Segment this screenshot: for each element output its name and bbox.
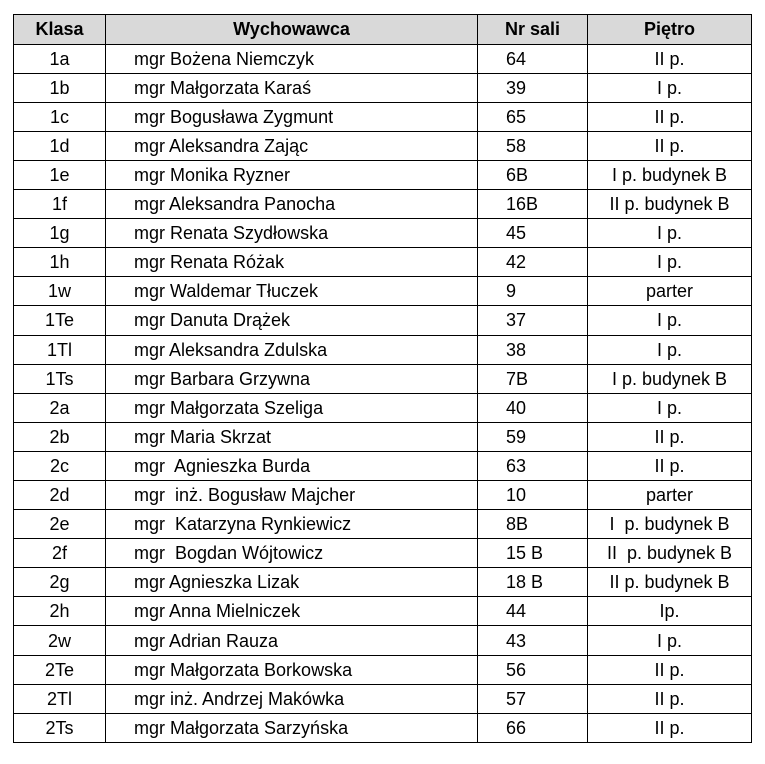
table-row <box>14 190 752 219</box>
cell-nr-sali: 58 <box>478 131 588 160</box>
cell-klasa: 1w <box>14 277 106 306</box>
header-nr-sali: Nr sali <box>478 15 588 45</box>
cell-nr-sali: 40 <box>478 393 588 422</box>
table-row <box>14 219 752 248</box>
cell-klasa: 2a <box>14 393 106 422</box>
cell-nr-sali: 63 <box>478 451 588 480</box>
cell-klasa: 1a <box>14 44 106 73</box>
table-row <box>14 626 752 655</box>
cell-pietro: I p. budynek B <box>588 364 752 393</box>
cell-nr-sali: 44 <box>478 597 588 626</box>
cell-klasa: 1Tl <box>14 335 106 364</box>
cell-klasa: 1c <box>14 102 106 131</box>
cell-wychowawca: mgr Bogusława Zygmunt <box>106 102 478 131</box>
cell-wychowawca: mgr inż. Bogusław Majcher <box>106 481 478 510</box>
cell-klasa: 2c <box>14 451 106 480</box>
cell-wychowawca: mgr Agnieszka Burda <box>106 451 478 480</box>
cell-pietro: I p. <box>588 335 752 364</box>
cell-pietro: II p. <box>588 102 752 131</box>
table-row <box>14 568 752 597</box>
cell-nr-sali: 64 <box>478 44 588 73</box>
cell-wychowawca: mgr Barbara Grzywna <box>106 364 478 393</box>
table-row <box>14 364 752 393</box>
cell-wychowawca: mgr Anna Mielniczek <box>106 597 478 626</box>
table-row <box>14 684 752 713</box>
cell-klasa: 2h <box>14 597 106 626</box>
table-body <box>14 44 752 742</box>
cell-klasa: 1f <box>14 190 106 219</box>
cell-nr-sali: 43 <box>478 626 588 655</box>
cell-pietro: II p. <box>588 451 752 480</box>
cell-pietro: II p. <box>588 44 752 73</box>
cell-nr-sali: 66 <box>478 713 588 742</box>
cell-klasa: 2w <box>14 626 106 655</box>
class-table-container <box>13 14 752 743</box>
table-row <box>14 44 752 73</box>
cell-nr-sali: 59 <box>478 422 588 451</box>
cell-nr-sali: 42 <box>478 248 588 277</box>
cell-pietro: parter <box>588 277 752 306</box>
cell-klasa: 1g <box>14 219 106 248</box>
cell-wychowawca: mgr Waldemar Tłuczek <box>106 277 478 306</box>
cell-pietro: I p. <box>588 393 752 422</box>
cell-wychowawca: mgr Renata Szydłowska <box>106 219 478 248</box>
cell-pietro: I p. <box>588 219 752 248</box>
table-row <box>14 451 752 480</box>
header-klasa: Klasa <box>14 15 106 45</box>
table-row <box>14 597 752 626</box>
cell-wychowawca: mgr Katarzyna Rynkiewicz <box>106 510 478 539</box>
table-row <box>14 335 752 364</box>
cell-wychowawca: mgr Bogdan Wójtowicz <box>106 539 478 568</box>
cell-pietro: I p. <box>588 248 752 277</box>
cell-klasa: 2b <box>14 422 106 451</box>
cell-wychowawca: mgr Aleksandra Zdulska <box>106 335 478 364</box>
cell-pietro: I p. budynek B <box>588 160 752 189</box>
table-row <box>14 510 752 539</box>
header-pietro: Piętro <box>588 15 752 45</box>
cell-pietro: I p. <box>588 73 752 102</box>
cell-pietro: II p. budynek B <box>588 539 752 568</box>
table-row <box>14 655 752 684</box>
table-row <box>14 539 752 568</box>
table-row <box>14 422 752 451</box>
cell-wychowawca: mgr inż. Andrzej Makówka <box>106 684 478 713</box>
cell-pietro: Ip. <box>588 597 752 626</box>
cell-klasa: 1e <box>14 160 106 189</box>
cell-wychowawca: mgr Agnieszka Lizak <box>106 568 478 597</box>
cell-wychowawca: mgr Danuta Drążek <box>106 306 478 335</box>
cell-klasa: 2d <box>14 481 106 510</box>
cell-wychowawca: mgr Małgorzata Borkowska <box>106 655 478 684</box>
cell-wychowawca: mgr Monika Ryzner <box>106 160 478 189</box>
cell-wychowawca: mgr Małgorzata Karaś <box>106 73 478 102</box>
cell-wychowawca: mgr Aleksandra Zając <box>106 131 478 160</box>
cell-nr-sali: 6B <box>478 160 588 189</box>
cell-wychowawca: mgr Renata Różak <box>106 248 478 277</box>
cell-klasa: 2Te <box>14 655 106 684</box>
cell-pietro: II p. <box>588 713 752 742</box>
cell-pietro: parter <box>588 481 752 510</box>
cell-wychowawca: mgr Małgorzata Sarzyńska <box>106 713 478 742</box>
table-row <box>14 160 752 189</box>
cell-nr-sali: 45 <box>478 219 588 248</box>
cell-klasa: 1Te <box>14 306 106 335</box>
cell-klasa: 1b <box>14 73 106 102</box>
cell-klasa: 2e <box>14 510 106 539</box>
cell-pietro: II p. <box>588 422 752 451</box>
cell-nr-sali: 18 B <box>478 568 588 597</box>
cell-wychowawca: mgr Aleksandra Panocha <box>106 190 478 219</box>
cell-klasa: 2Tl <box>14 684 106 713</box>
header-wychowawca: Wychowawca <box>106 15 478 45</box>
cell-nr-sali: 39 <box>478 73 588 102</box>
cell-nr-sali: 56 <box>478 655 588 684</box>
cell-pietro: I p. <box>588 626 752 655</box>
cell-nr-sali: 57 <box>478 684 588 713</box>
cell-nr-sali: 8B <box>478 510 588 539</box>
cell-wychowawca: mgr Adrian Rauza <box>106 626 478 655</box>
cell-pietro: I p. <box>588 306 752 335</box>
cell-klasa: 1h <box>14 248 106 277</box>
class-teachers-table <box>13 14 752 743</box>
cell-pietro: I p. budynek B <box>588 510 752 539</box>
table-row <box>14 393 752 422</box>
table-row <box>14 713 752 742</box>
cell-nr-sali: 9 <box>478 277 588 306</box>
cell-nr-sali: 16B <box>478 190 588 219</box>
cell-klasa: 2Ts <box>14 713 106 742</box>
table-row <box>14 306 752 335</box>
cell-nr-sali: 38 <box>478 335 588 364</box>
cell-nr-sali: 65 <box>478 102 588 131</box>
cell-klasa: 2g <box>14 568 106 597</box>
table-row <box>14 102 752 131</box>
cell-pietro: II p. <box>588 655 752 684</box>
cell-pietro: II p. <box>588 131 752 160</box>
cell-nr-sali: 7B <box>478 364 588 393</box>
cell-nr-sali: 15 B <box>478 539 588 568</box>
cell-pietro: II p. <box>588 684 752 713</box>
cell-nr-sali: 10 <box>478 481 588 510</box>
cell-klasa: 2f <box>14 539 106 568</box>
cell-wychowawca: mgr Bożena Niemczyk <box>106 44 478 73</box>
table-row <box>14 131 752 160</box>
table-row <box>14 248 752 277</box>
table-row <box>14 481 752 510</box>
cell-wychowawca: mgr Maria Skrzat <box>106 422 478 451</box>
table-row <box>14 73 752 102</box>
table-row <box>14 277 752 306</box>
cell-nr-sali: 37 <box>478 306 588 335</box>
table-header-row <box>14 15 752 45</box>
cell-pietro: II p. budynek B <box>588 568 752 597</box>
cell-pietro: II p. budynek B <box>588 190 752 219</box>
cell-klasa: 1Ts <box>14 364 106 393</box>
cell-wychowawca: mgr Małgorzata Szeliga <box>106 393 478 422</box>
cell-klasa: 1d <box>14 131 106 160</box>
